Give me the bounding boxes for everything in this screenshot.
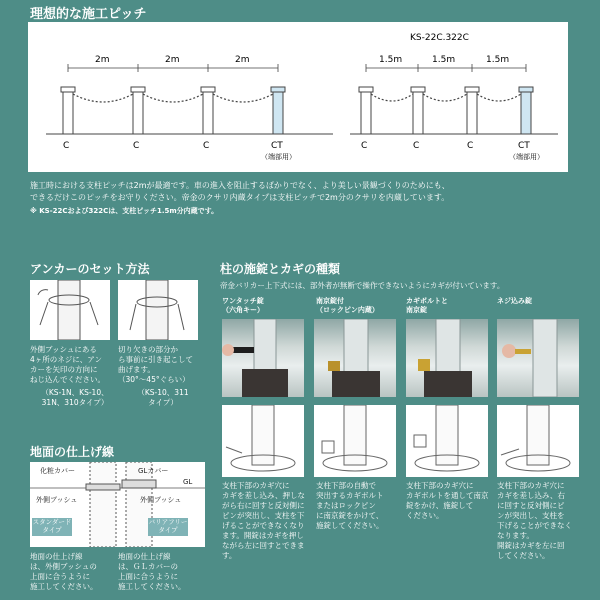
lock-text-line: がら右に回すと反対側に bbox=[222, 501, 305, 510]
finish-type1-box bbox=[32, 518, 72, 536]
finish-right-text bbox=[118, 552, 208, 592]
anchor-text-line: ねじ込んでください。 bbox=[30, 375, 105, 384]
lock-text-line: ください。 bbox=[406, 511, 444, 520]
finish-label-bush2: 外側ブッシュ bbox=[140, 496, 182, 504]
type-line: バリアフリー bbox=[148, 518, 188, 526]
finish-text-line: は、ＧＬカバーの bbox=[118, 562, 178, 571]
lock-photo-1 bbox=[222, 319, 304, 397]
finish-text-line: 上面に合うように bbox=[118, 572, 178, 581]
lock-sketch-2 bbox=[314, 405, 396, 477]
post-label: C bbox=[467, 141, 474, 151]
post-label: C bbox=[361, 141, 368, 151]
pitch-note: ※ KS-22Cおよび322Cは、支柱ピッチ1.5m分内蔵です。 bbox=[30, 207, 219, 215]
chain-right bbox=[371, 94, 521, 101]
finish-text-line: 施工してください。 bbox=[30, 582, 98, 591]
lock-type-4 bbox=[497, 297, 582, 306]
dim-label: 2m bbox=[165, 55, 180, 65]
lock-text-line: ンが突出し、支柱を bbox=[497, 511, 565, 520]
post-label: C bbox=[133, 141, 140, 151]
anchor-text-line: （30°～45°ぐらい） bbox=[118, 375, 190, 384]
pitch-text bbox=[30, 180, 590, 218]
lock-text-line: 錠をかけ、施錠して bbox=[406, 501, 474, 510]
finish-text-line: 地面の仕上げ線 bbox=[30, 552, 83, 561]
lock-text-2 bbox=[316, 481, 404, 531]
lock-type-name: 南京錠 bbox=[406, 306, 427, 314]
finish-section-title: 地面の仕上げ線 bbox=[30, 445, 115, 459]
lock-text-line: カギを差し込み、右 bbox=[497, 491, 565, 500]
lock-type-2 bbox=[316, 297, 401, 315]
lock-text-line: ます。開錠はカギを押し bbox=[222, 531, 304, 540]
lock-text-line: ピンが突出し、支柱を下 bbox=[222, 511, 305, 520]
lock-type-name: （ロックピン内蔵） bbox=[316, 306, 379, 314]
lock-text-line: 突出するカギボルト bbox=[316, 491, 384, 500]
anchor-models: タイプ） bbox=[148, 398, 178, 407]
model-label: KS-22C.322C bbox=[410, 33, 469, 43]
post bbox=[131, 87, 145, 134]
lock-sketch-4 bbox=[497, 405, 579, 477]
post-label: C bbox=[63, 141, 70, 151]
anchor-models: （KS-10、311 bbox=[137, 388, 189, 397]
lock-text-line: なります。 bbox=[497, 531, 534, 540]
anchor-sketch-left bbox=[30, 280, 110, 340]
type-line: タイプ bbox=[158, 526, 178, 534]
dim-label: 1.5m bbox=[379, 55, 403, 65]
ct-note: （端部用） bbox=[509, 153, 544, 161]
dim-label: 2m bbox=[235, 55, 250, 65]
lock-text-line: カギを差し込み、押しな bbox=[222, 491, 305, 500]
finish-type2-box bbox=[148, 518, 188, 536]
anchor-text-line: 外側ブッシュにある bbox=[30, 345, 97, 354]
diagram-left bbox=[46, 55, 333, 161]
lock-type-name: カギボルトと bbox=[406, 297, 448, 305]
post-label: C bbox=[413, 141, 420, 151]
lock-text-line: に回すと反対側にピ bbox=[497, 501, 565, 510]
anchor-section-title: アンカーのセット方法 bbox=[30, 262, 150, 276]
lock-type-name: （六角キー） bbox=[222, 306, 264, 314]
finish-left-text bbox=[30, 552, 120, 592]
lock-section-title: 柱の施錠とカギの種類 bbox=[220, 262, 341, 276]
lock-text-line: またはロックピン bbox=[316, 501, 376, 510]
anchor-left-text bbox=[30, 345, 120, 408]
lock-text-line: 支柱下部のカギ穴に bbox=[497, 481, 565, 490]
finish-text-line: 施工してください。 bbox=[118, 582, 186, 591]
lock-sketch-3 bbox=[406, 405, 488, 477]
lock-subtitle: 帝金バリカー上下式には、部外者が無断で操作できないようにカギが付いています。 bbox=[220, 281, 505, 290]
ct-note: （端部用） bbox=[261, 153, 296, 161]
lock-text-line: 支柱下部の自動で bbox=[316, 481, 376, 490]
finish-text-line: 地面の仕上げ線 bbox=[118, 552, 171, 561]
lock-text-line: 支柱下部のカギ穴に bbox=[222, 481, 290, 490]
post-label: C bbox=[203, 141, 210, 151]
post bbox=[201, 87, 215, 134]
finish-label-bush1: 外側ブッシュ bbox=[36, 496, 78, 504]
dim-label: 1.5m bbox=[486, 55, 510, 65]
type-line: スタンダード bbox=[32, 518, 72, 526]
lock-text-4 bbox=[497, 481, 589, 561]
anchor-right-text bbox=[118, 345, 208, 408]
lock-text-line: ながら左に回すとできま bbox=[222, 541, 305, 550]
post bbox=[411, 87, 425, 134]
anchor-text-line: 4ヶ所のネジに、アン bbox=[30, 355, 102, 364]
lock-text-line: 支柱下部のカギ穴に bbox=[406, 481, 474, 490]
finish-label-cover2: GLカバー bbox=[138, 467, 169, 475]
lock-text-line: 施錠してください。 bbox=[316, 521, 384, 530]
lock-photo-4 bbox=[497, 319, 579, 397]
post bbox=[465, 87, 479, 134]
lock-type-1 bbox=[222, 297, 307, 315]
lock-type-name: 南京錠付 bbox=[316, 297, 344, 305]
post bbox=[359, 87, 373, 134]
anchor-text-line: 曲げます。 bbox=[118, 365, 155, 374]
anchor-text-line: 切り欠きの部分か bbox=[118, 345, 178, 354]
lock-text-line: 開錠はカギを左に回 bbox=[497, 541, 565, 550]
lock-photo-3 bbox=[406, 319, 488, 397]
pitch-text-line: 施工時における支柱ピッチは2mが最適です。車の進入を阻止するばかりでなく、より美しい景観づくりのためにも、 bbox=[30, 181, 450, 190]
finish-label-gl: GL bbox=[183, 478, 193, 486]
post-label-ct: CT bbox=[271, 141, 283, 151]
finish-text-line: 上面に合うように bbox=[30, 572, 90, 581]
chain-left bbox=[73, 94, 273, 102]
post bbox=[61, 87, 75, 134]
finish-label-cover1: 化粧カバー bbox=[40, 467, 75, 475]
post-label-ct: CT bbox=[518, 141, 530, 151]
page-title: 理想的な施工ピッチ bbox=[30, 7, 147, 22]
lock-sketch-1 bbox=[222, 405, 304, 477]
anchor-text-line: ら事前に引き起こして bbox=[118, 355, 193, 364]
post-ct bbox=[519, 87, 533, 134]
pitch-diagram bbox=[28, 22, 568, 172]
anchor-text-line: カーを矢印の方向に bbox=[30, 365, 98, 374]
lock-text-3 bbox=[406, 481, 496, 521]
lock-text-line: してください。 bbox=[497, 551, 550, 560]
anchor-models: （KS-1N、KS-10、 bbox=[41, 388, 109, 397]
dim-label: 1.5m bbox=[432, 55, 456, 65]
diagram-right bbox=[350, 33, 558, 161]
anchor-sketch-right bbox=[118, 280, 198, 340]
lock-type-3 bbox=[406, 297, 491, 315]
lock-text-line: 下げることができなく bbox=[497, 521, 572, 530]
lock-text-1 bbox=[222, 481, 314, 561]
pitch-text-line: できるだけこのピッチをお守りください。帝金のクサリ内蔵タイプは支柱ピッチで2m分のクサリを内蔵しています。 bbox=[30, 192, 450, 202]
dim-label: 2m bbox=[95, 55, 110, 65]
type-line: タイプ bbox=[42, 526, 62, 534]
post-ct bbox=[271, 87, 285, 134]
finish-text-line: は、外側ブッシュの bbox=[30, 562, 97, 571]
lock-type-name: ワンタッチ錠 bbox=[222, 297, 264, 305]
lock-photo-2 bbox=[314, 319, 396, 397]
lock-text-line: カギボルトを通して南京 bbox=[406, 491, 489, 500]
lock-text-line: げることができなくなり bbox=[222, 521, 305, 530]
pitch-diagram-panel bbox=[28, 22, 568, 172]
lock-type-name: ネジ込み錠 bbox=[497, 297, 532, 305]
lock-text-line: に南京錠をかけて、 bbox=[316, 511, 384, 520]
lock-text-line: す。 bbox=[222, 551, 237, 560]
anchor-models: 31N、310タイプ） bbox=[41, 398, 109, 407]
